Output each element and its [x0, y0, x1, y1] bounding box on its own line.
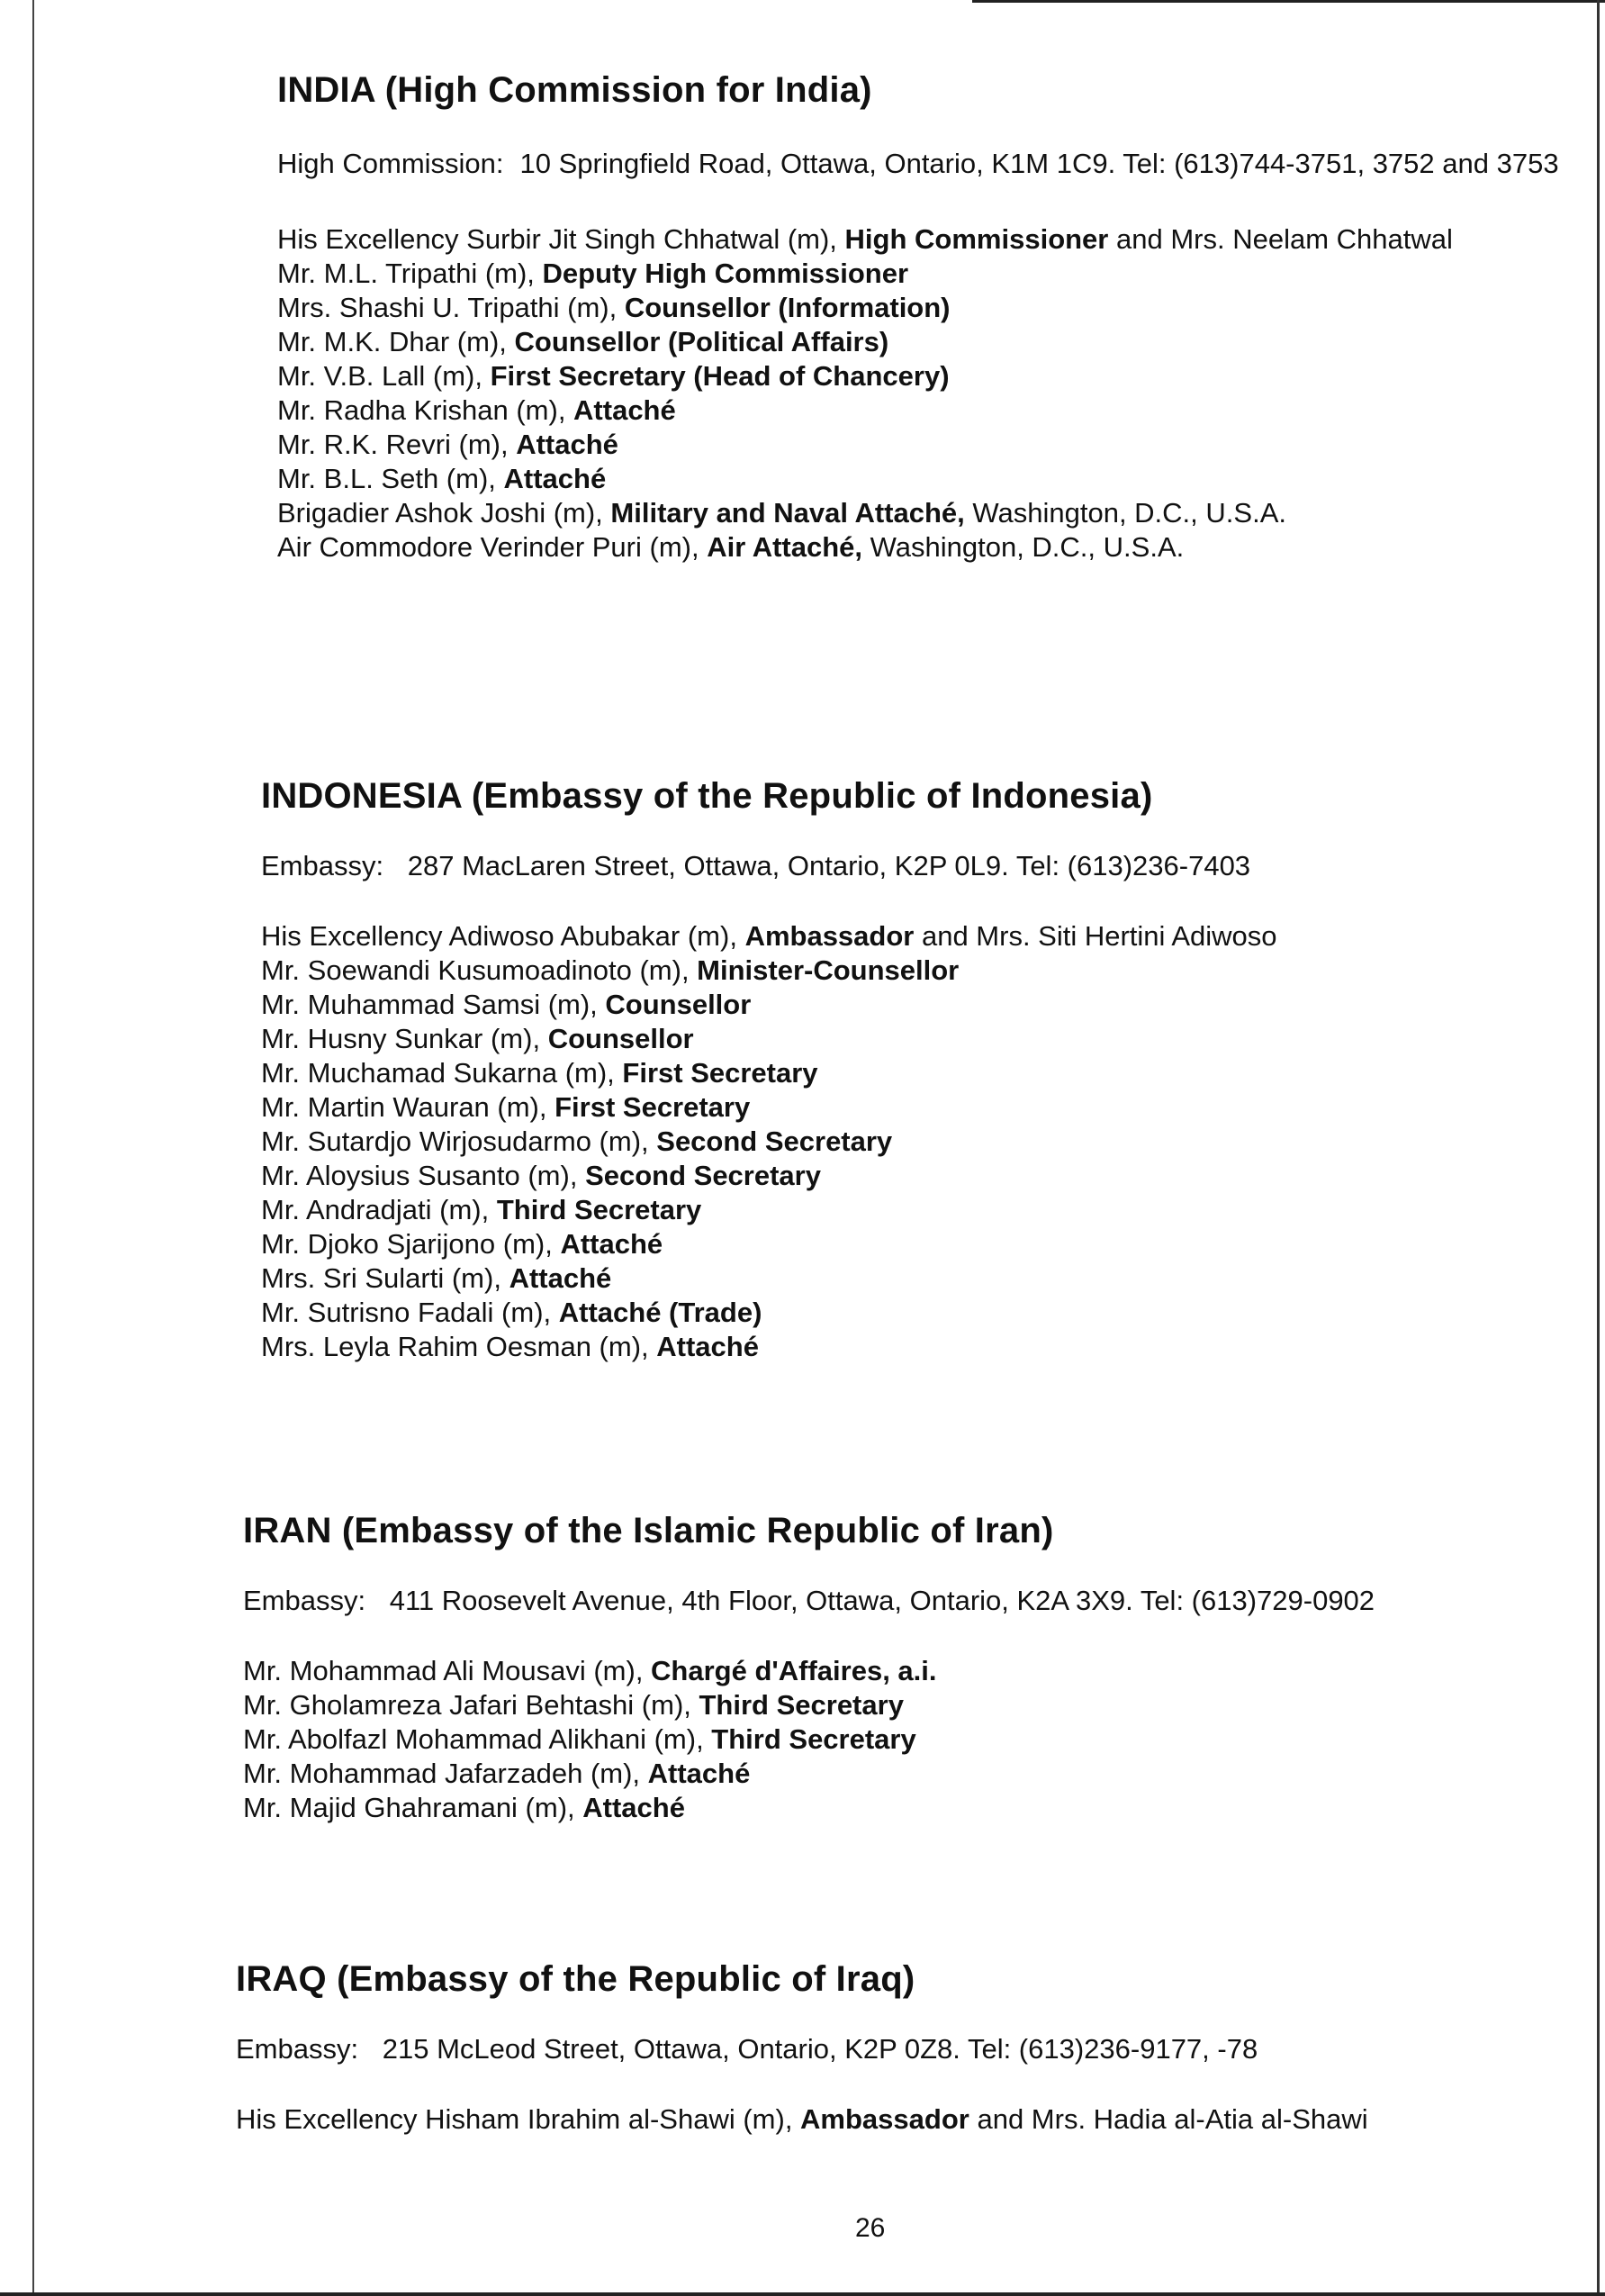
address-label: Embassy:	[261, 850, 384, 881]
staff-entry: Mr. Muhammad Samsi (m), Counsellor	[261, 989, 752, 1020]
address-label: Embassy:	[236, 2033, 359, 2065]
staff-entry: Mr. Sutardjo Wirjosudarmo (m), Second Secretary	[261, 1125, 893, 1157]
staff-entry: Mrs. Sri Sularti (m), Attaché	[261, 1262, 612, 1294]
staff-entry: Mr. Radha Krishan (m), Attaché	[277, 394, 676, 426]
address-text: 215 McLeod Street, Ottawa, Ontario, K2P 0Z8. Tel: (613)236-9177, -78	[382, 2033, 1258, 2065]
address-block	[243, 1584, 1605, 1618]
staff-entry: Air Commodore Verinder Puri (m), Air Attaché, Washington, D.C., U.S.A.	[277, 531, 1185, 563]
address-block	[236, 2032, 1604, 2066]
staff-entry: Mr. Aloysius Susanto (m), Second Secretary	[261, 1160, 821, 1191]
staff-list	[236, 2102, 1604, 2137]
staff-entry: Mr. Mohammad Jafarzadeh (m), Attaché	[243, 1758, 751, 1789]
staff-entry: Mr. Muchamad Sukarna (m), First Secretary	[261, 1057, 818, 1089]
staff-entry: Mrs. Leyla Rahim Oesman (m), Attaché	[261, 1331, 759, 1362]
page-rule-top	[972, 0, 1605, 3]
page-rule-left	[32, 0, 34, 2296]
address-block	[261, 849, 1605, 883]
section-heading: INDIA (High Commission for India)	[277, 70, 872, 110]
staff-list	[277, 222, 1605, 565]
section-indonesia	[261, 776, 1605, 1364]
staff-entry: His Excellency Hisham Ibrahim al-Shawi (m), Ambassador and Mrs. Hadia al-Atia al-Shawi	[236, 2103, 1368, 2135]
staff-entry: Mr. Djoko Sjarijono (m), Attaché	[261, 1228, 663, 1260]
staff-list	[243, 1654, 1605, 1825]
staff-entry: Mrs. Shashi U. Tripathi (m), Counsellor (Information)	[277, 292, 951, 323]
staff-entry: Mr. Husny Sunkar (m), Counsellor	[261, 1023, 694, 1054]
address-label: High Commission:	[277, 148, 504, 179]
staff-entry: Mr. R.K. Revri (m), Attaché	[277, 429, 618, 460]
section-iraq	[236, 1959, 1604, 2137]
address-text: 411 Roosevelt Avenue, 4th Floor, Ottawa, Ontario, K2A 3X9. Tel: (613)729-0902	[389, 1585, 1375, 1616]
address-text: 10 Springfield Road, Ottawa, Ontario, K1M 1C9. Tel: (613)744-3751, 3752 and 3753	[519, 148, 1559, 179]
staff-list	[261, 919, 1605, 1364]
page-rule-bottom	[0, 2292, 1605, 2296]
staff-entry: Mr. Martin Wauran (m), First Secretary	[261, 1091, 751, 1123]
address-text: 287 MacLaren Street, Ottawa, Ontario, K2P 0L9. Tel: (613)236-7403	[407, 850, 1251, 881]
staff-entry: Mr. Gholamreza Jafari Behtashi (m), Third Secretary	[243, 1689, 904, 1721]
staff-entry: Mr. V.B. Lall (m), First Secretary (Head of Chancery)	[277, 360, 950, 392]
section-heading: IRAQ (Embassy of the Republic of Iraq)	[236, 1959, 915, 1999]
staff-entry: Brigadier Ashok Joshi (m), Military and Naval Attaché, Washington, D.C., U.S.A.	[277, 497, 1286, 529]
staff-entry: His Excellency Surbir Jit Singh Chhatwal (m), High Commissioner and Mrs. Neelam Chhatwal	[277, 223, 1453, 255]
staff-entry: Mr. B.L. Seth (m), Attaché	[277, 463, 607, 494]
address-label: Embassy:	[243, 1585, 366, 1616]
staff-entry: Mr. Andradjati (m), Third Secretary	[261, 1194, 702, 1225]
staff-entry: Mr. Mohammad Ali Mousavi (m), Chargé d'Affaires, a.i.	[243, 1655, 937, 1686]
staff-entry: His Excellency Adiwoso Abubakar (m), Ambassador and Mrs. Siti Hertini Adiwoso	[261, 920, 1277, 952]
section-india	[277, 70, 1605, 565]
section-iran	[243, 1511, 1605, 1825]
page-number: 26	[855, 2213, 886, 2243]
section-heading: IRAN (Embassy of the Islamic Republic of Iran)	[243, 1511, 1054, 1550]
staff-entry: Mr. M.L. Tripathi (m), Deputy High Commissioner	[277, 258, 909, 289]
staff-entry: Mr. Sutrisno Fadali (m), Attaché (Trade)	[261, 1297, 762, 1328]
address-block	[277, 147, 1605, 181]
staff-entry: Mr. Majid Ghahramani (m), Attaché	[243, 1792, 685, 1823]
staff-entry: Mr. Abolfazl Mohammad Alikhani (m), Third Secretary	[243, 1723, 916, 1755]
section-heading: INDONESIA (Embassy of the Republic of Indonesia)	[261, 776, 1153, 816]
staff-entry: Mr. Soewandi Kusumoadinoto (m), Minister-Counsellor	[261, 954, 960, 986]
staff-entry: Mr. M.K. Dhar (m), Counsellor (Political Affairs)	[277, 326, 889, 357]
